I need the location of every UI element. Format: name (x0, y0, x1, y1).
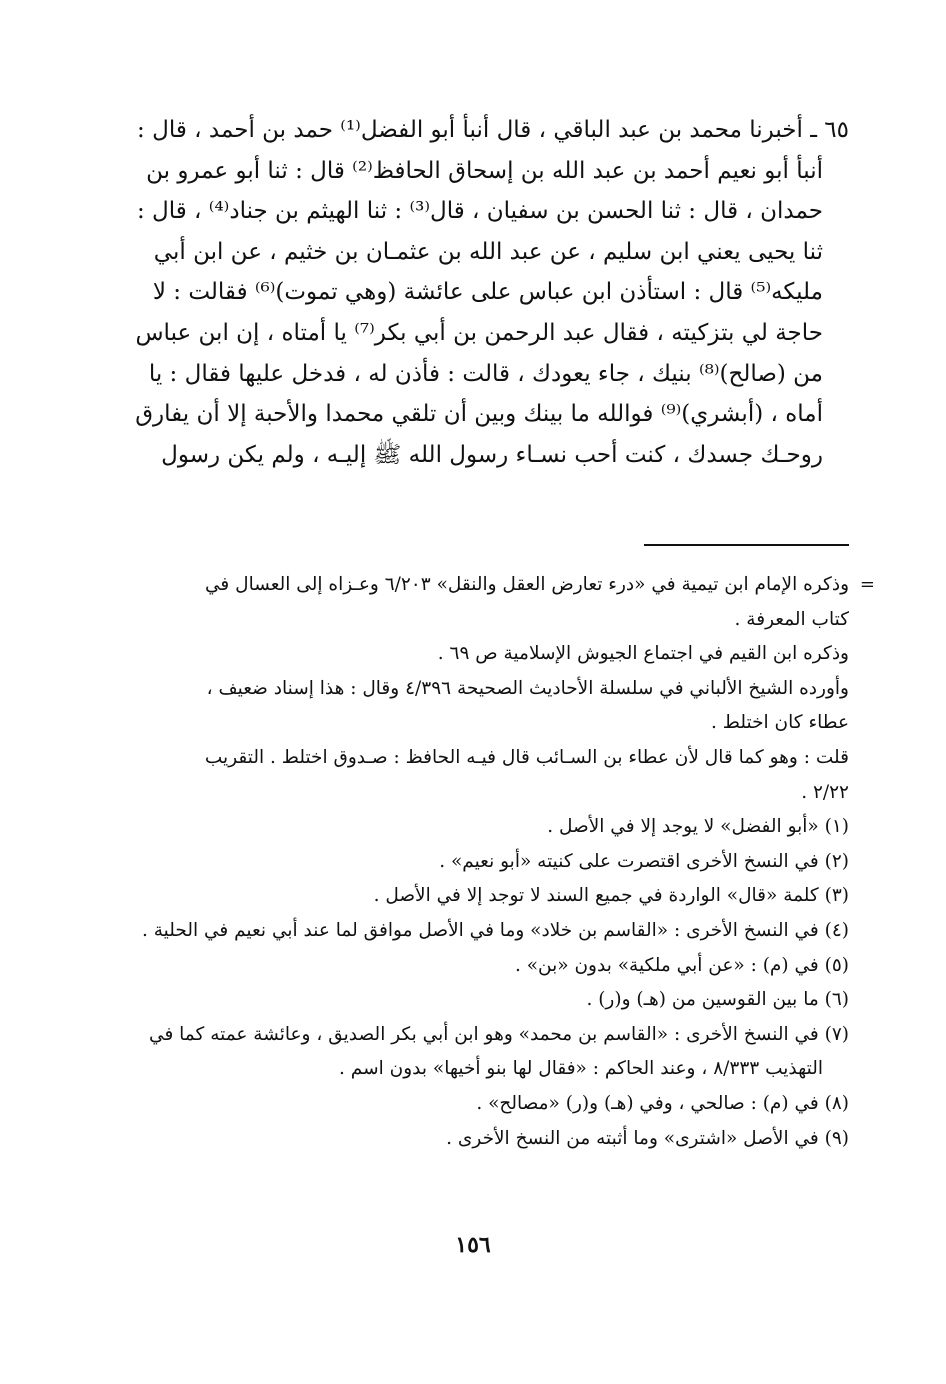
main-line: مليكه⁽⁵⁾ قال : استأذن ابن عباس على عائشة (وهي تموت)⁽⁶⁾ فقالت : لا (152, 279, 823, 306)
main-line: ثنا يحيى يعني ابن سليم ، عن عبد الله بن عثمـان بن خثيم ، عن ابن أبي (153, 238, 823, 265)
footnote-5: (٥) في (م) : «عن أبي ملكية» بدون «بن» . (514, 954, 849, 976)
footnote-6: (٦) ما بين القوسين من (هـ) و(ر) . (586, 989, 849, 1011)
footnote-4: (٤) في النسخ الأخرى : «القاسم بن خلاد» وما في الأصل موافق لما عند أبي نعيم في الحلية . (141, 919, 849, 941)
footnote-line: ٢/٢٢ . (801, 781, 849, 803)
main-line: حاجة لي بتزكيته ، فقال عبد الرحمن بن أبي بكر⁽⁷⁾ يا أمتاه ، إن ابن عباس (135, 319, 823, 346)
footnote-line: وذكره الإمام ابن تيمية في «درء تعارض العقل والنقل» ٦/٢٠٣ وعـزاه إلى العسال في (205, 574, 849, 595)
main-line: حمدان ، قال : ثنا الحسن بن سفيان ، قال⁽³⁾ : ثنا الهيثم بن جناد⁽⁴⁾ ، قال : (136, 198, 823, 225)
footnote-line: كتاب المعرفة . (734, 608, 849, 630)
footnote-line: قلت : وهو كما قال لأن عطاء بن السـائب قال فيـه الحافظ : صـدوق اختلط . التقريب (204, 746, 849, 768)
page-body (104, 110, 875, 1149)
main-line: من (صالح)⁽⁸⁾ بنيك ، جاء يعودك ، قالت : فأذن له ، فدخل عليها فقال : يا (148, 360, 823, 387)
continuation-mark: = (859, 574, 875, 595)
footnote-line: وأورده الشيخ الألباني في سلسلة الأحاديث الصحيحة ٤/٣٩٦ وقال : هذا إسناد ضعيف ، (206, 677, 849, 699)
main-line: أنبأ أبو نعيم أحمد بن عبد الله بن إسحاق الحافظ⁽²⁾ قال : ثنا أبو عمرو بن (146, 157, 823, 184)
footnote-8: (٨) في (م) : صالحي ، وفي (هـ) و(ر) «مصالح» . (476, 1092, 849, 1114)
main-line: ٦٥ ـ أخبرنا محمد بن عبد الباقي ، قال أنبأ أبو الفضل⁽¹⁾ حمد بن أحمد ، قال : (137, 117, 849, 143)
footnote-7-cont: التهذيب ٨/٣٣٣ ، وعند الحاكم : «فقال لها بنو أخيها» بدون اسم . (339, 1058, 823, 1080)
footnote-7: (٧) في النسخ الأخرى : «القاسم بن محمد» وهو ابن أبي بكر الصديق ، وعائشة عمته كما في (149, 1023, 849, 1045)
footnote-line: وذكره ابن القيم في اجتماع الجيوش الإسلامية ص ٦٩ . (437, 643, 849, 665)
footnote-2: (٢) في النسخ الأخرى اقتصرت على كنيته «أبو نعيم» . (439, 850, 849, 872)
footnote-9: (٩) في الأصل «اشترى» وما أثبته من النسخ الأخرى . (446, 1127, 849, 1149)
footnote-divider (644, 544, 849, 546)
main-line: أماه ، (أبشري)⁽⁹⁾ فوالله ما بينك وبين أن تلقي محمدا والأحبة إلا أن يفارق (135, 401, 823, 428)
main-text (104, 110, 849, 475)
footnote-3: (٣) كلمة «قال» الواردة في جميع السند لا توجد إلا في الأصل . (373, 885, 849, 907)
page-number: ١٥٦ (455, 1232, 491, 1258)
main-line: روحـك جسدك ، كنت أحب نسـاء رسول الله ﷺ إليـه ، ولم يكن رسول (161, 441, 823, 468)
footnotes (104, 568, 875, 1156)
footnote-1: (١) «أبو الفضل» لا يوجد إلا في الأصل . (547, 816, 849, 838)
footnote-line: عطاء كان اختلط . (711, 712, 849, 734)
